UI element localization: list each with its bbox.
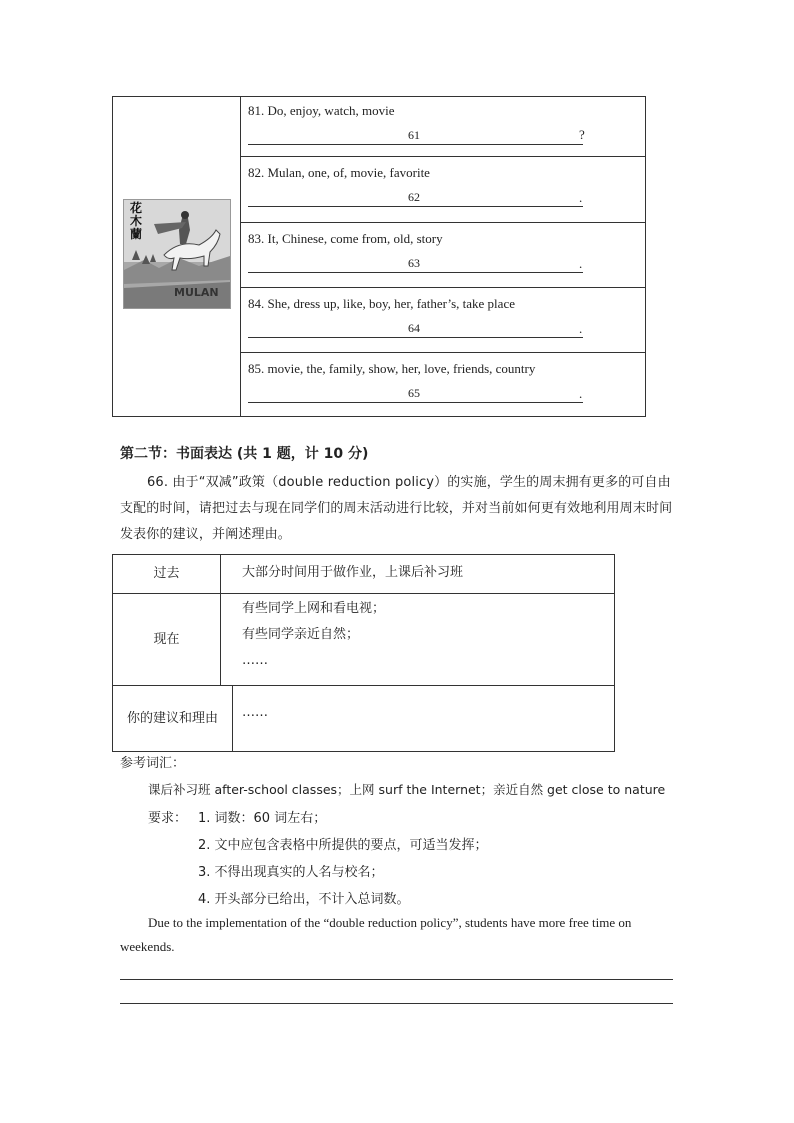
- sentence-building-table: [112, 96, 646, 417]
- row-label: 过去: [113, 555, 221, 593]
- row-label: 现在: [113, 594, 221, 685]
- vocab-heading: 参考词汇：: [120, 756, 186, 771]
- end-punctuation: .: [579, 190, 583, 205]
- answer-blank[interactable]: [248, 127, 583, 145]
- answer-blank[interactable]: [248, 320, 583, 338]
- poster-title-en: MULAN: [174, 286, 219, 299]
- answer-blank[interactable]: [248, 255, 583, 273]
- requirement-item: 1. 词数：60 词左右；: [198, 811, 327, 826]
- row-content: [242, 596, 385, 674]
- image-cell: [113, 97, 241, 416]
- end-punctuation: .: [579, 386, 583, 401]
- content-line: 有些同学亲近自然；: [242, 627, 360, 642]
- blank-number: 62: [408, 190, 420, 204]
- content-line: ……: [242, 705, 268, 720]
- blank-number: 65: [408, 386, 420, 400]
- blank-number: 61: [408, 128, 420, 142]
- blank-number: 64: [408, 321, 420, 335]
- table-row: [113, 594, 614, 686]
- prompt-text: 82. Mulan, one, of, movie, favorite: [248, 165, 430, 180]
- vocab-line: 课后补习班 after-school classes；上网 surf the Internet；亲近自然 get close to nature: [148, 782, 666, 797]
- row-content: [242, 700, 268, 726]
- comparison-table: [112, 554, 615, 752]
- section-title: 第二节：书面表达 (共 1 题，计 10 分): [120, 446, 369, 462]
- end-punctuation: .: [579, 321, 583, 336]
- poster-title-cn: 花木蘭: [130, 201, 143, 241]
- table-row: [241, 157, 645, 223]
- content-line: ……: [242, 653, 268, 668]
- opening-line-2: weekends.: [120, 939, 175, 954]
- table-row: [241, 223, 645, 288]
- table-row: [113, 686, 614, 752]
- requirement-item: 3. 不得出现真实的人名与校名；: [198, 865, 384, 880]
- answer-blank[interactable]: [248, 189, 583, 207]
- blank-number: 63: [408, 256, 420, 270]
- table-row: [241, 288, 645, 353]
- prompt-text: 85. movie, the, family, show, her, love, friends, country: [248, 361, 536, 376]
- table-row: [113, 555, 614, 594]
- table-row: [241, 353, 645, 416]
- opening-line-1: Due to the implementation of the “double reduction policy”, students have more free time on: [148, 915, 632, 930]
- answer-blank[interactable]: [248, 385, 583, 403]
- writing-line[interactable]: [120, 979, 673, 980]
- writing-line[interactable]: [120, 1003, 673, 1004]
- table-row: [241, 97, 645, 157]
- question-text: 66. 由于“双减”政策（double reduction policy）的实施，学生的周末拥有更多的可自由支配的时间，请把过去与现在同学们的周末活动进行比较，并对当前如何更有效地利用周末时间发表你的建议，并阐述理由。: [120, 475, 673, 542]
- prompt-text: 84. She, dress up, like, boy, her, father’s, take place: [248, 296, 515, 311]
- requirements-label: 要求：: [148, 811, 188, 826]
- content-line: 大部分时间用于做作业，上课后补习班: [242, 565, 464, 580]
- end-punctuation: .: [579, 256, 583, 271]
- end-punctuation: ?: [579, 127, 585, 142]
- row-content: [242, 560, 463, 586]
- requirement-item: 4. 开头部分已给出，不计入总词数。: [198, 892, 410, 907]
- mulan-poster-image: [123, 199, 231, 309]
- content-line: 有些同学上网和看电视；: [242, 601, 386, 616]
- row-label: 你的建议和理由: [113, 686, 233, 752]
- requirement-item: 2. 文中应包含表格中所提供的要点，可适当发挥；: [198, 838, 488, 853]
- prompt-text: 83. It, Chinese, come from, old, story: [248, 231, 443, 246]
- prompt-text: 81. Do, enjoy, watch, movie: [248, 103, 395, 118]
